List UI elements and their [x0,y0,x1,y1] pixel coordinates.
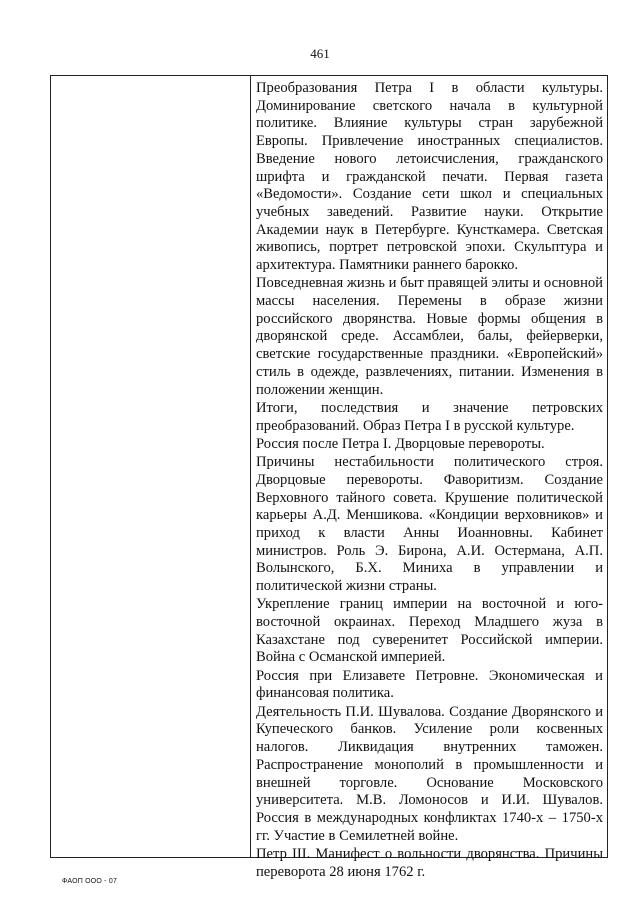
table-content-column [251,76,607,880]
table-left-column [51,76,251,857]
paragraph-after-peter: Россия после Петра I. Дворцовые перевороты. [256,435,545,452]
paragraph-palace-coups: Причины нестабильности политического строя. Дворцовые перевороты. Фаворитизм. Создание Верховного тайного совета. Крушение политической карьеры А.Д. Меншикова. «Кондиции верховников» и приход к власти Анны Иоанновны. Кабинет министров. Роль Э. Бирона, А.И. Остермана, А.П. Волынского, Б.Х. Миниха в управлении и политической жизни страны. [256,454,603,595]
footer-code: ФАОП ООО - 07 [62,878,118,885]
paragraph-elizabeth: Россия при Елизавете Петровне. Экономическая и финансовая политика. [256,667,603,702]
paragraph-everyday-life: Повседневная жизнь и быт правящей элиты и основной массы населения. Перемены в образе жизни российского дворянства. Новые формы общения в дворянской среде. Ассамблеи, балы, фейерверки, светские государственные праздники. «Европейский» стиль в одежде, развлечениях, питании. Изменения в положении женщин. [256,275,603,398]
curriculum-table [50,75,608,880]
paragraph-reform-results: Итоги, последствия и значение петровских преобразований. Образ Петра I в русской культуре. [256,399,603,434]
paragraph-borders: Укрепление границ империи на восточной и юго-восточной окраинах. Переход Младшего жуза в Казахстане под суверенитет Российской империи. Война с Османской империей. [256,596,603,666]
paragraph-peter-iii: Петр III. Манифест о вольности дворянства. Причины переворота 28 июня 1762 г. [256,845,603,880]
paragraph-shuvalov: Деятельность П.И. Шувалова. Создание Дворянского и Купеческого банков. Усиление роли косвенных налогов. Ликвидация внутренних таможен. Распространение монополий в промышленности и внешней торговле. Основание Московского университета. М.В. Ломоносов и И.И. Шувалов. Россия в международных конфликтах 1740-х – 1750-х гг. Участие в Семилетней войне. [256,703,603,844]
page-number: 461 [310,46,330,61]
paragraph-peter-culture: Преобразования Петра I в области культуры. Доминирование светского начала в культурной политике. Влияние культуры стран зарубежной Европы. Привлечение иностранных специалистов. Введение нового летоисчисления, гражданского шрифта и гражданской печати. Первая газета «Ведомости». Создание сети школ и специальных учебных заведений. Развитие науки. Открытие Академии наук в Петербурге. Кунсткамера. Светская живопись, портрет петровской эпохи. Скульптура и архитектура. Памятники раннего барокко. [256,80,603,274]
